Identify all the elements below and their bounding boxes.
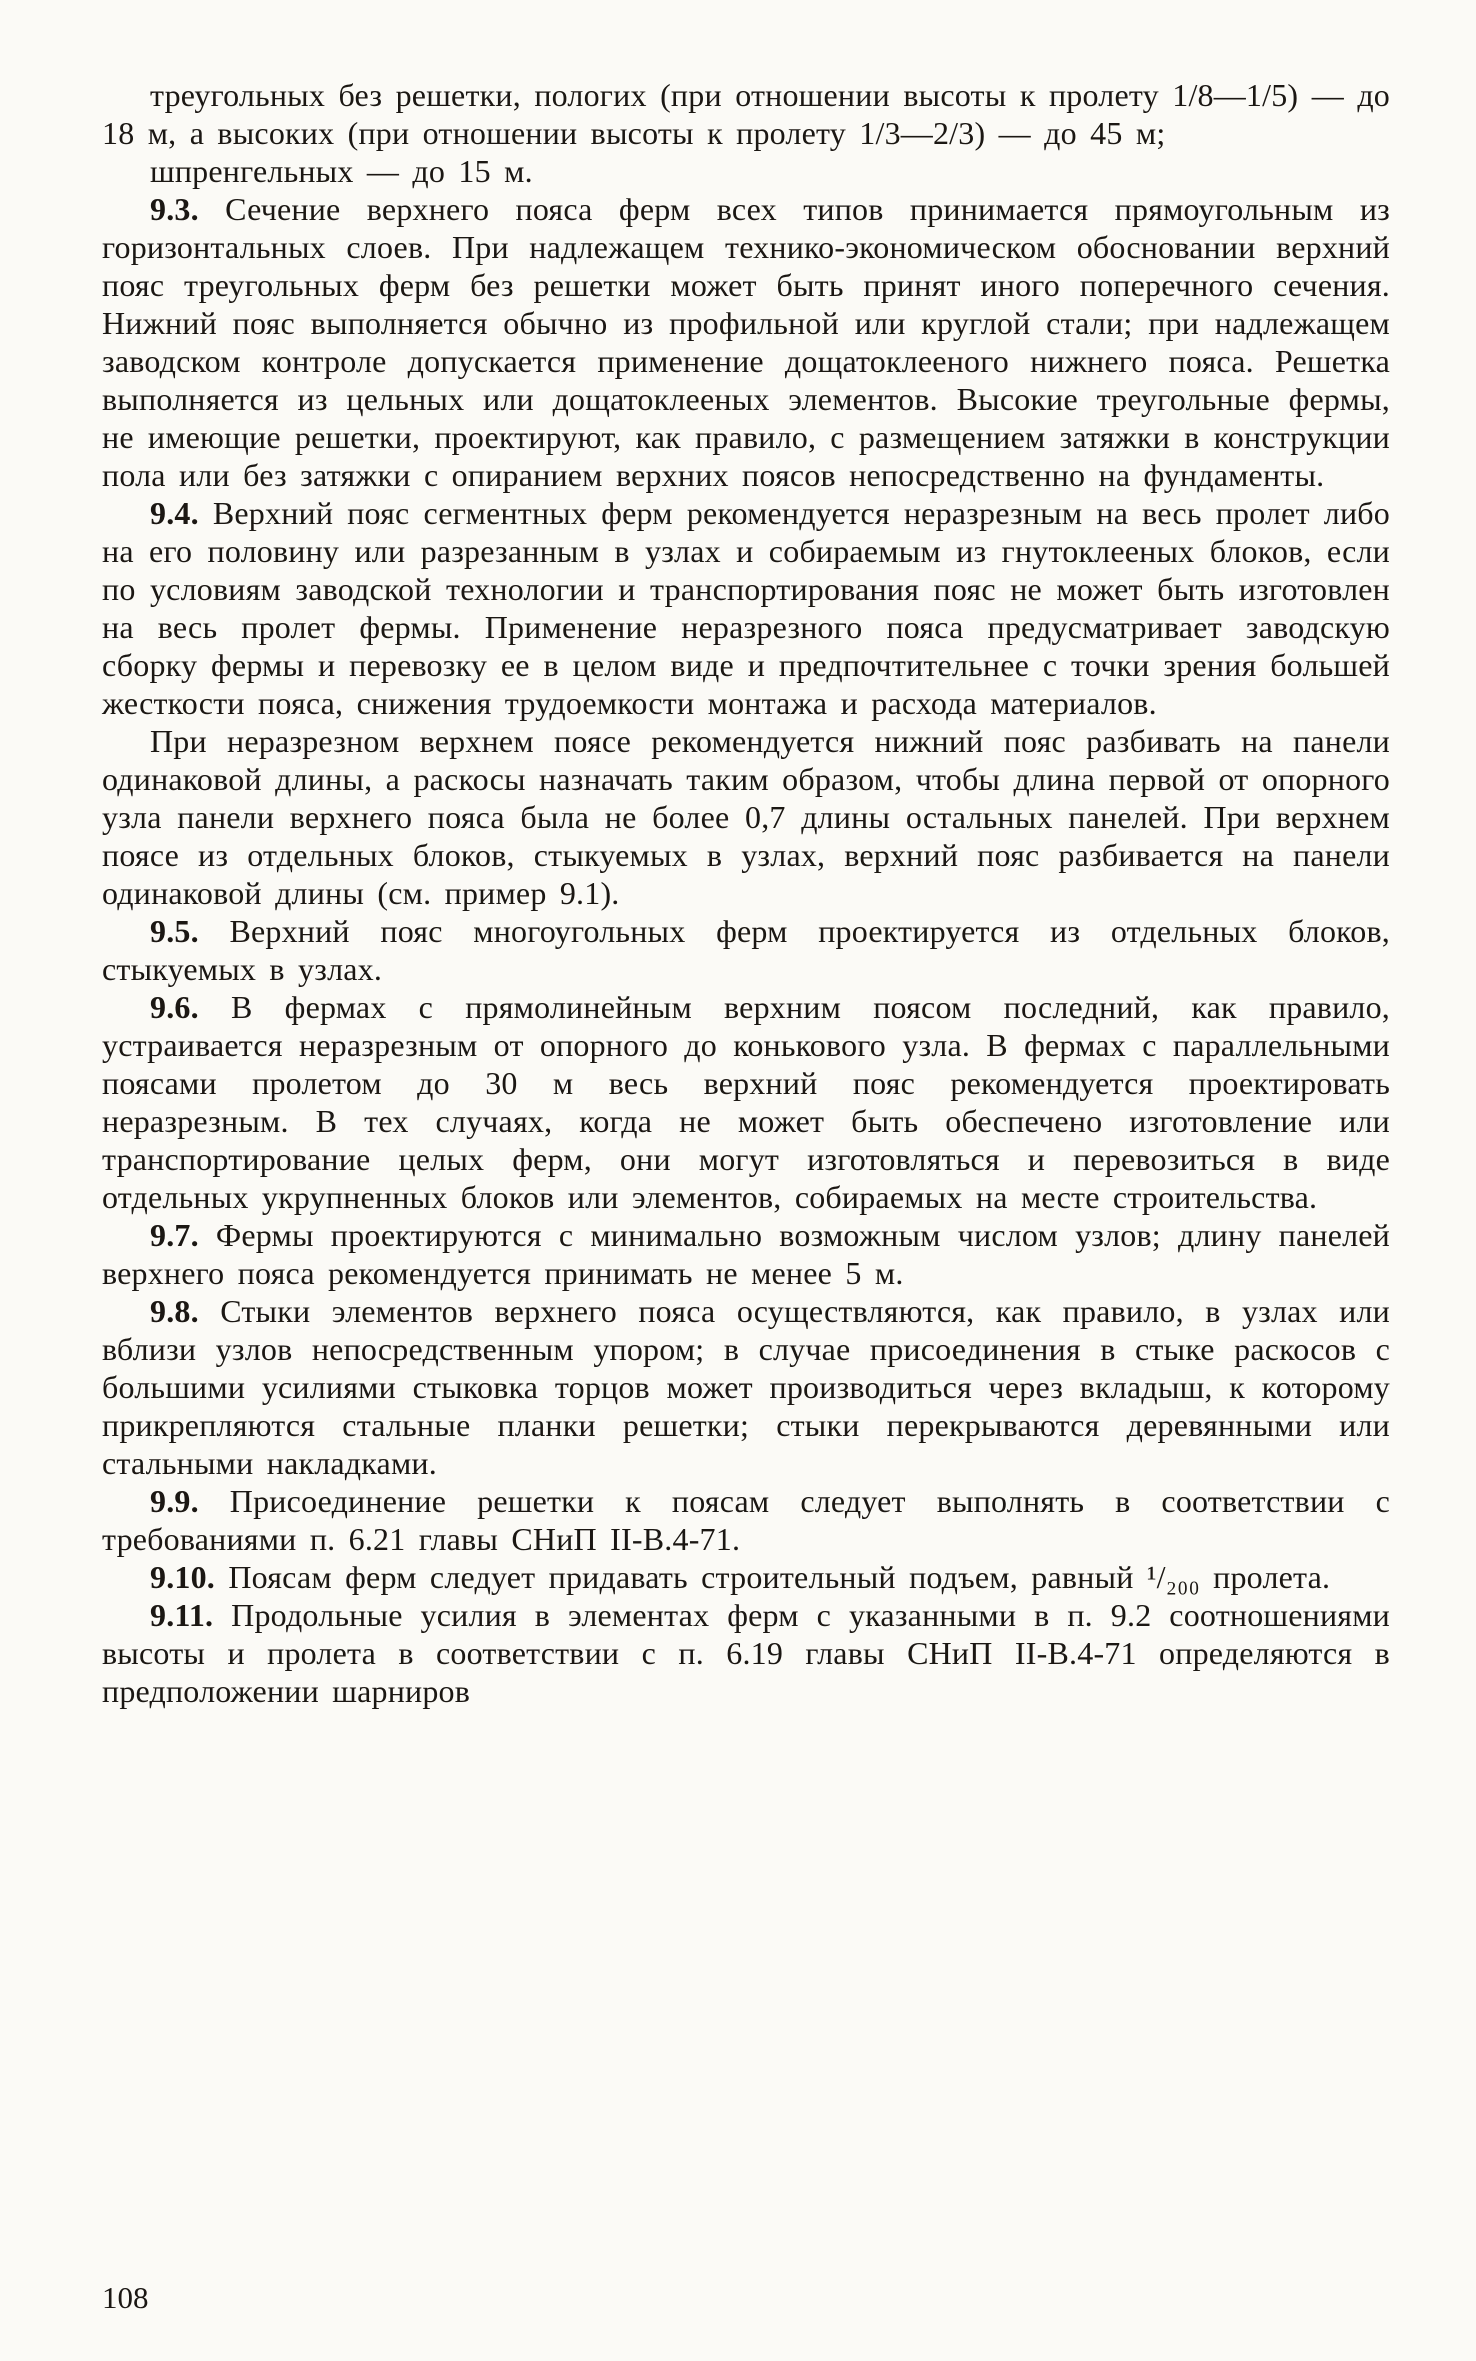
section-number: 9.10. <box>150 1559 229 1595</box>
section-paragraph: 9.3. Сечение верхнего пояса ферм всех типов принимается прямоугольным из горизонтальных слоев. При надлежащем технико-экономическом обосновании верхний пояс треугольных ферм без решетки может быть принят иного поперечного сечения. Нижний пояс выполняется обычно из профильной или круглой стали; при надлежащем заводском контроле допускается применение дощатоклееного нижнего пояса. Решетка выполняется из цельных или дощатоклееных элементов. Высокие треугольные фермы, не имеющие решетки, проектируют, как правило, с размещением затяжки в конструкции пола или без затяжки с опиранием верхних поясов непосредственно на фундаменты. <box>102 191 1390 493</box>
page-text-block <box>102 76 1390 1710</box>
page-number: 108 <box>102 2280 149 2315</box>
section-paragraph: 9.11. Продольные усилия в элементах ферм с указанными в п. 9.2 соотношениями высоты и пролета в соответствии с п. 6.19 главы СНиП II-В.4-71 определяются в предположении шарниров <box>102 1597 1390 1709</box>
section-number: 9.9. <box>150 1483 230 1519</box>
section-number: 9.3. <box>150 191 226 227</box>
section-number: 9.7. <box>150 1217 216 1253</box>
paragraph: При неразрезном верхнем поясе рекомендуется нижний пояс разбивать на панели одинаковой длины, а раскосы назначать таким образом, чтобы длина первой от опорного узла панели верхнего пояса была не более 0,7 длины остальных панелей. При верхнем поясе из отдельных блоков, стыкуемых в узлах, верхний пояс разбивается на панели одинаковой длины (см. пример 9.1). <box>102 723 1390 911</box>
paragraph: шпренгельных — до 15 м. <box>150 153 533 189</box>
section-number: 9.5. <box>150 913 230 949</box>
section-number: 9.4. <box>150 495 213 531</box>
section-number: 9.11. <box>150 1597 232 1633</box>
section-number: 9.6. <box>150 989 231 1025</box>
section-paragraph: 9.7. Фермы проектируются с минимально возможным числом узлов; длину панелей верхнего пояса рекомендуется принимать не менее 5 м. <box>102 1217 1390 1291</box>
section-paragraph: 9.10. Поясам ферм следует придавать строительный подъем, равный ¹/₂₀₀ пролета. <box>150 1559 1331 1595</box>
paragraph: треугольных без решетки, пологих (при отношении высоты к пролету 1/8—1/5) — до 18 м, а высоких (при отношении высоты к пролету 1/3—2/3) — до 45 м; <box>102 77 1390 151</box>
section-number: 9.8. <box>150 1293 221 1329</box>
section-paragraph: 9.4. Верхний пояс сегментных ферм рекомендуется неразрезным на весь пролет либо на его половину или разрезанным в узлах и собираемым из гнутоклееных блоков, если по условиям заводской технологии и транспортирования пояс не может быть изготовлен на весь пролет фермы. Применение неразрезного пояса предусматривает заводскую сборку фермы и перевозку ее в целом виде и предпочтительнее с точки зрения большей жесткости пояса, снижения трудоемкости монтажа и расхода материалов. <box>102 495 1390 721</box>
page-footer <box>102 2281 149 2315</box>
section-paragraph: 9.8. Стыки элементов верхнего пояса осуществляются, как правило, в узлах или вблизи узлов непосредственным упором; в случае присоединения в стыке раскосов с большими усилиями стыковка торцов может производиться через вкладыш, к которому прикрепляются стальные планки решетки; стыки перекрываются деревянными или стальными накладками. <box>102 1293 1390 1481</box>
section-paragraph: 9.6. В фермах с прямолинейным верхним поясом последний, как правило, устраивается неразрезным от опорного до конькового узла. В фермах с параллельными поясами пролетом до 30 м весь верхний пояс рекомендуется проектировать неразрезным. В тех случаях, когда не может быть обеспечено изготовление или транспортирование целых ферм, они могут изготовляться и перевозиться в виде отдельных укрупненных блоков или элементов, собираемых на месте строительства. <box>102 989 1391 1215</box>
section-paragraph: 9.5. Верхний пояс многоугольных ферм проектируется из отдельных блоков, стыкуемых в узлах. <box>102 913 1390 987</box>
section-paragraph: 9.9. Присоединение решетки к поясам следует выполнять в соответствии с требованиями п. 6.21 главы СНиП II-В.4-71. <box>102 1483 1390 1557</box>
